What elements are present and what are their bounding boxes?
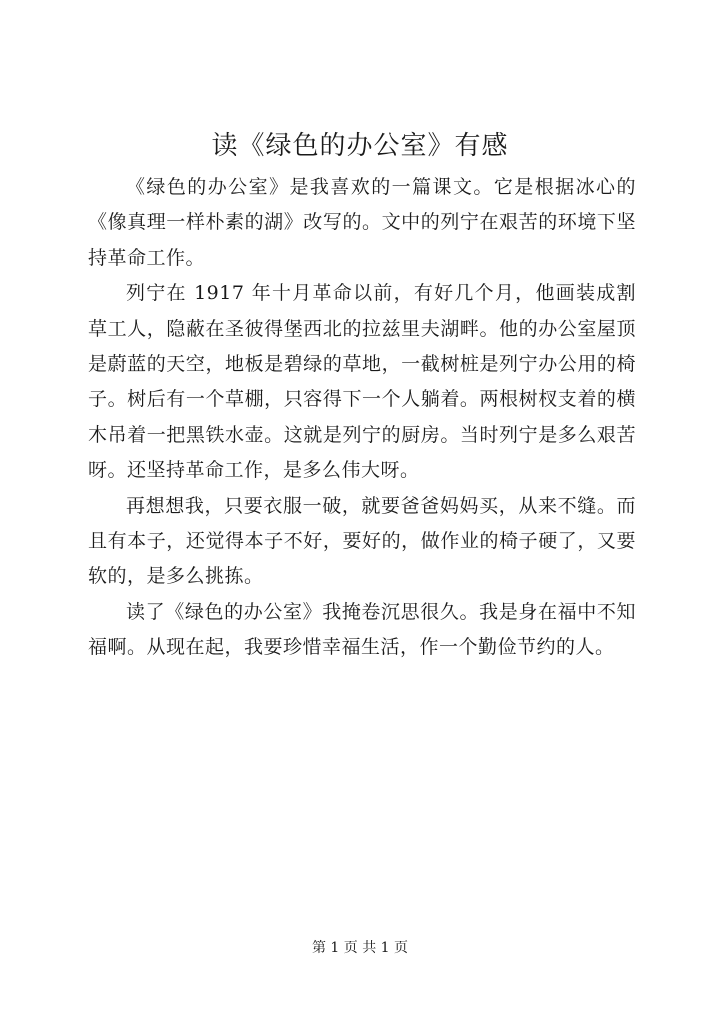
document-body (88, 170, 636, 666)
page-number-footer: 第 1 页 共 1 页 (311, 940, 409, 956)
paragraph-4: 读了《绿色的办公室》我掩卷沉思很久。我是身在福中不知福啊。从现在起，我要珍惜幸福生活，作一个勤俭节约的人。 (88, 600, 636, 659)
document-title: 读《绿色的办公室》有感 (211, 131, 509, 161)
paragraph-3: 再想想我，只要衣服一破，就要爸爸妈妈买，从来不缝。而且有本子，还觉得本子不好，要好的，做作业的椅子硬了，又要软的，是多么挑拣。 (88, 494, 636, 588)
paragraph-2: 列宁在 1917 年十月革命以前，有好几个月，他画装成割草工人，隐蔽在圣彼得堡西北的拉兹里夫湖畔。他的办公室屋顶是蔚蓝的天空，地板是碧绿的草地，一截树桩是列宁办公用的椅子。树后有一个草棚，只容得下一个人躺着。两根树杈支着的横木吊着一把黑铁水壶。这就是列宁的厨房。当时列宁是多么艰苦呀。还坚持革命工作，是多么伟大呀。 (88, 282, 636, 482)
paragraph-1: 《绿色的办公室》是我喜欢的一篇课文。它是根据冰心的《像真理一样朴素的湖》改写的。文中的列宁在艰苦的环境下坚持革命工作。 (88, 176, 636, 269)
